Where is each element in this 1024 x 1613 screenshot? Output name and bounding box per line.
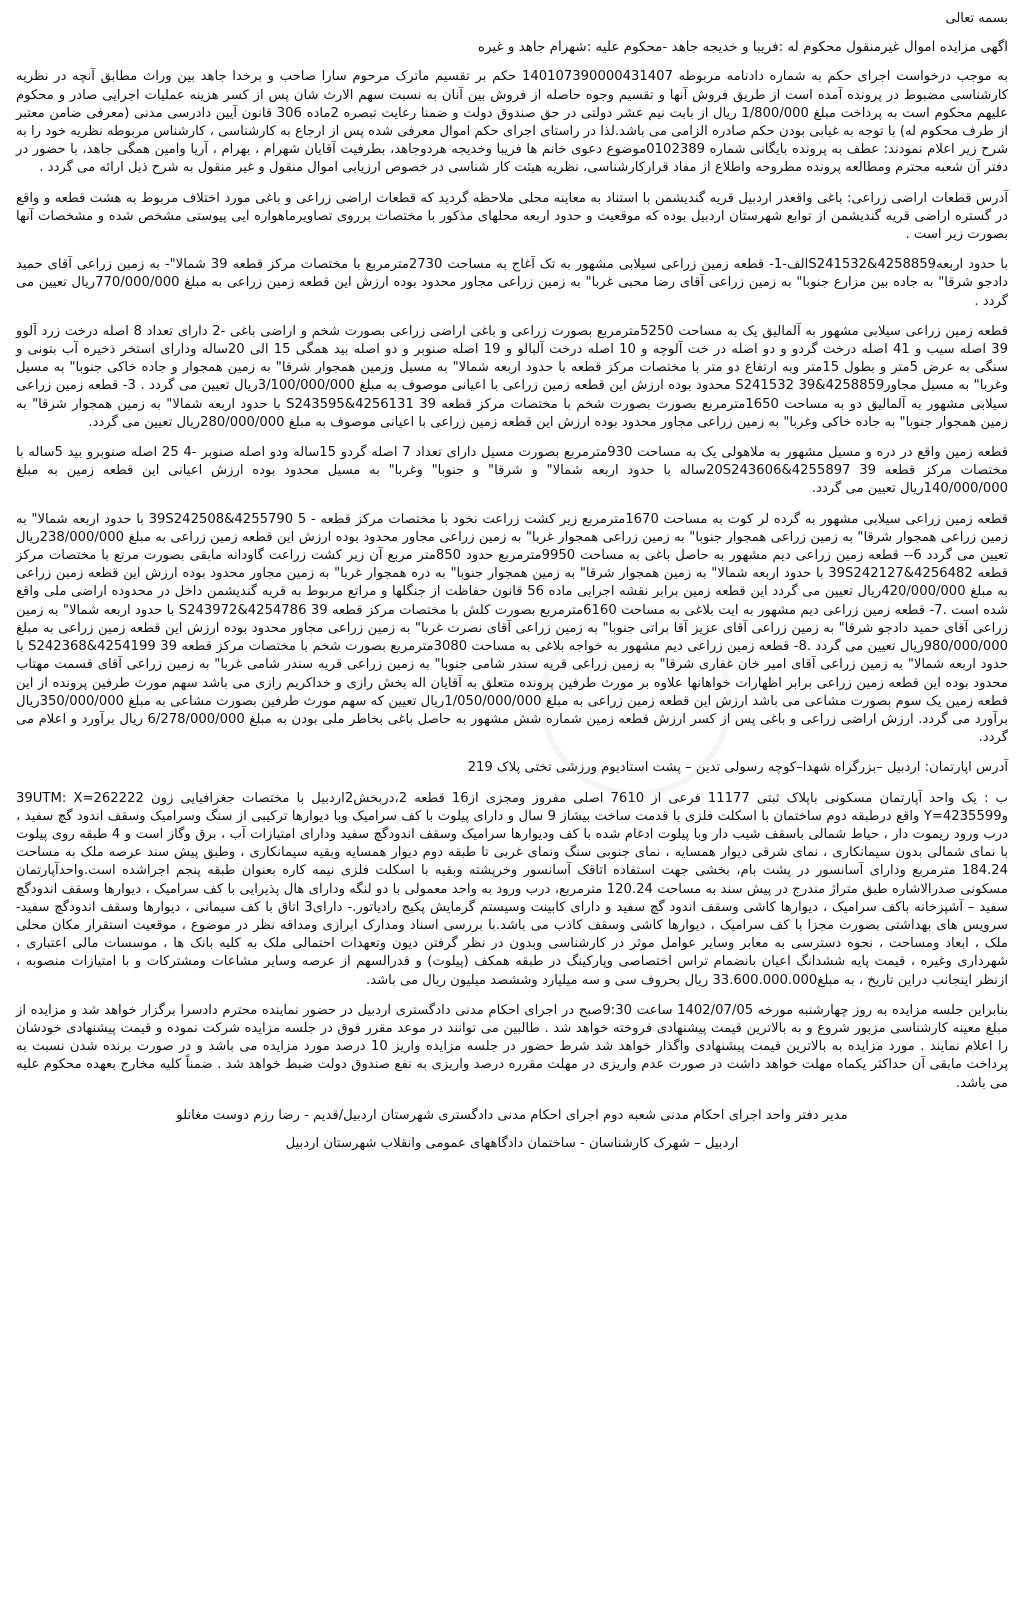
paragraph-parcel-1: با حدود اربعه4258859&S241532الف-1- قطعه زمین زراعی سیلابی مشهور به تک آغاج به مساحت 2730مترمربع با مختصات مرکز قطعه 39 شمالا"- به زمین زراعی آقای حمید دادجو شرقا" به جاده بین مزارع جنوبا" به زمین زراعی آقای رضا محبی غربا" به زمین زراعی مجاور محدود بوده ارزش این قطعه زمین زراعی به مبلغ 770/000/000ریال تعیین می گردد . (16, 257, 1008, 309)
signature-line: مدیر دفتر واحد اجرای احکام مدنی شعبه دوم اجرای احکام مدنی دادگستری شهرستان اردبیل/قدیم - رضا رزم دوست مغانلو (176, 1107, 848, 1123)
paragraph-apartment-details: ب : یک واحد آپارتمان مسکونی باپلاک ثبتی 11177 فرعی از 7610 اصلی مفروز ومجزی از16 قطعه 2،دربخش2اردبیل با مختصات جغرافیایی زون 39UTM: X=262222 وY=4235599 واقع درطبقه دوم ساختمان با اسکلت فلزی با قدمت ساخت بیشاز 9 سال و دارای پیلوت با کف سرامیک وبا دیوارها ترکیبی از سنگ وسرامیک وسقف اندود گچ سفید ، درب ورود ریموت دار ، حیاط شمالی باسقف شیب دار وبا پیلوت ادغام شده با کف ودیوارها سرامیک وسقف اندودگچ سفید ودارای امتیازات آب ، برق وگاز است و 4 طبقه روی پیلوت با نمای شمالی بدون سیمانکاری ، نمای شرقی دیوار همسایه ، نمای جنوبی سنگ ونمای غربی تا طبقه دوم دیوار همسایه وبقیه سیمانکاری ، وطبق پیش سند عرصه ملک به مساحت 184.24 مترمربع ودارای آسانسور در پشت بام، بخشی جهت استفاده اتاقک آسانسور وخرپشته وبقیه با اسکلت فلزی نیمه کاره بعنوان طبقه پنجم اجراشده است.واحدآپارتمان مسکونی صدرالاشاره طبق متراژ مندرج در پیش سند به مساحت 120.24 مترمربع، درب ورود به واحد معمولی با دو لنگه ودارای هال پذیرایی با کف سرامیک ، دیوارها وسقف اندودگچ سفید – آشپزخانه باکف سرامیک ، دیوارها کاشی وسقف اندود گچ سفید و دارای کابینت وسیستم گرمایش پکیج رادیاتور.- دارای3 اتاق با کف سیمانی ، دیوارها وسقف اندودگچ سفید- سرویس های بهداشتی بصورت مجزا با کف سرامیک ، دیوارها کاشی وسقف کاذب می باشد.با بررسی اسناد ومدارک ابرازی ومداقه نظر در موضوع ، موقعیت استقرار مکان محلی ملک ، ابعاد ومساحت ، نحوه دسترسی به معابر وسایر عوامل موثر در کارشناسی وبدون در نظر گرفتن دیون وتعهدات احتمالی ملک به کلیه بانک ها ، موسسات مالی اعتباری ، شهرداری وغیره ، قیمت پایه ششدانگ اعیان بانضمام تراس اختصاصی وپارکینگ در طبقه همکف (پیلوت) و قدرالسهم از عرصه وسایر مشاعات ومشترکات و با امتیازات منصوبه ، ازنظر اینجانب دراین تاریخ ، به مبلغ33.600.000.000 ریال بحروف سی و سه میلیارد وششصد میلیون ریال می باشد. (16, 790, 1008, 988)
notice-title: اگهی مزایده اموال غیرمنقول محکوم له :فریبا و خدیجه جاهد -محکوم علیه :شهرام جاهد و غیره (477, 39, 1008, 56)
office-address: اردبیل – شهرک کارشناسان - ساختمان دادگاههای عمومی وانقلاب شهرستان اردبیل (285, 1135, 739, 1151)
paragraph-parcel-4: قطعه زمین واقع در دره و مسیل مشهور به ملاهولی یک به مساحت 930مترمربع بصورت مسیل دارای تعداد 7 اصله گردو 15ساله ودو اصله صنوبر -4 25 اصله صنوبرو بید 5ساله با مختصات مرکز قطعه 39 4255897&20S243606ساله با حدود اربعه شمالا" و شرقا" و جنوبا" وغربا" به مسیل محدود بوده ارزش اعیانی این قطعه زمین به مبلغ 140/000/000ریال تعیین می گردد. (16, 445, 1009, 497)
paragraph-apartment-address: آدرس اپارتمان: اردبیل –بزرگراه شهدا–کوچه رسولی تدین – پشت استادیوم ورزشی تختی پلاک 219 (467, 760, 1008, 776)
paragraph-parcels-5-8: قطعه زمین زراعی سیلابی مشهور به گرده لر کوت به مساحت 1670مترمربع زیر کشت زراعت نخود با مختصات مرکز قطعه - 5 39S242508&4255790 با حدود اربعه شمالا" به زمین زراعی همجوار شرقا" به زمین زراعی همجوار جنوبا" به زمین زراعی همجوار غربا" به زمین زراعی مجاور محدود بوده ارزش این قطعه زمین زراعی به مبلغ 238/000/000ریال تعیین می گردد 6-- قطعه زمین زراعی دیم مشهور به حاصل باغی به مساحت 9950مترمربع حدود 850متر مربع آن زیر کشت زراعت گاودانه مابقی بصورت مرتع با مختصات مرکز قطعه 39S242127&4256482 با حدود اربعه شمالا" به زمین همجوار شرقا" به زمین همجوار جنوبا" به دره همجوار غربا" به زمین مجاور محدود بوده ارزش این قطعه زمین زراعی به مبلغ 420/000/000ریال تعیین می گردد این قطعه زمین برابر نقشه اجرایی ماده 56 قانون حفاظت از جنگلها و مراتع مربوط به قریه گندیشمن داخل در محدوده اراضی ملی واقع شده است .7- قطعه زمین زراعی دیم مشهور به ایت بلاغی به مساحت 6160مترمربع بصورت کلش با مختصات مرکز قطعه 39 S243972&4254786 با حدود اربعه شمالا" به زمین زراعی آقای حمید دادجو شرقا" به زمین زراعی آقای عزیز آقا براتی جنوبا" به زمین زراعی آقای نصرت غربا" به زمین زراعی مجاور محدود بوده ارزش این قطعه زمین زراعی به مبلغ 980/000/000ریال تعیین می گردد .8- قطعه زمین زراعی دیم مشهور به خواجه بلاغی به مساحت 3080مترمربع بصورت شخم با مختصات مرکز قطعه 39 S242368&4254199 با حدود اربعه شمالا" به زمین زراعی آقای امیر خان غفاری شرقا" به زمین زراعی قریه سندر شامی جنوبا" به زمین زراعی قریه سندر شامی غربا" به زمین زراعی آقای قسمت مهتاب محدود بوده این قطعه زمین زراعی برابر اظهارات خواهانها علاوه بر مورث طرفین پرونده متعلق به آقایان اله بخش رازی و خداکریم رازی می باشد سهم مورث طرفین پرونده از این قطعه زمین یک سوم بصورت مشاعی می باشد ارزش این قطعه زمین زراعی به مبلغ 1/050/000/000ریال تعیین که سهم مورث طرفین بصورت مشاعی به مبلغ 350/000/000ریال برآورد می گردد. ارزش اراضی زراعی و باغی پس از کسر ارزش قطعه زمین شماره شش مشهور به حاصل باغی بخاطر ملی بودن به مبلغ 6/278/000/000 ریال برآورد و اعلام می گردد. (16, 511, 1009, 746)
paragraph-parcels-2-3: قطعه زمین زراعی سیلابی مشهور به آلمالیق یک به مساحت 5250مترمربع بصورت زراعی و باغی اراضی زراعی بصورت شخم و اراضی باغی -2 دارای تعداد 8 اصله درخت زرد آلوو 39 اصله سیب و 41 اصله درخت گردو و دو اصله در خت آلوچه و 10 اصله درخت آلبالو و 19 اصله صنوبر و دو اصله بید همگی 15 الی 20ساله ودارای استخر ذخیره آب بتونی و سنگی به عرض 5متر و بطول 15متر وبه ارتفاع دو متر با مختصات مرکز قطعه با حدود اربعه شمالا" به مسیل وزمین همجوار شرقا" به زمین همجوار و جاده خاکی جنوبا" به مسیل وغربا" به مسیل مجاور4258859&S241532 39 محدود بوده ارزش این قطعه زمین زراعی با اعیانی موصوف به مبلغ 3/100/000/000ریال تعیین می گردد . 3- قطعه زمین زراعی سیلابی مشهور به آلمالیق دو به مساحت 1650مترمربع بصورت بصورت شخم با مختصات مرکز قطعه 39 4256131&S243595 با حدود اربعه شمالا" به زمین همجوار شرقا" به زمین همجوار جنوبا" به جاده خاکی وغربا" به زمین زراعی مجاور محدود بوده ارزش این قطعه زمین زراعی با اعیانی موصوف به مبلغ 280/000/000ریال تعیین می گردد. (16, 323, 1009, 430)
paragraph-auction-terms: بنابراین جلسه مزایده به روز چهارشنبه مورخه 1402/07/05 ساعت 9:30صبح در اجرای احکام مدنی دادگستری اردبیل در حضور نماینده محترم دادسرا برگزار خواهد شد و مزایده از مبلغ معینه کارشناسی مزبور شروع و به بالاترین قیمت پیشنهادی فروخته خواهد شد . طالبین می توانند در موعد مقرر فوق در جلسه مزایده شرکت نموده و قیمت پیشنهادی خودشان را اعلام نمایند . مورد مزایده به بالاترین قیمت پیشنهادی واگذار خواهد شد شرط حضور در جلسه مزایده واریز 10 درصد مورد مزایده می باشد و در صورت برنده شدن نسبت به پرداخت مابقی آن حداکثر یکماه مهلت خواهد داشت در صورت عدم واریزی در مهلت مقرره درصد واریزی به نفع صندوق دولت ضبط خواهد شد . ضمناً کلیه مخارج بعهده محکوم علیه می باشد. (16, 1002, 1008, 1091)
basmala-header: بسمه تعالی (945, 11, 1008, 26)
paragraph-land-address: آدرس قطعات اراضی زراعی: باغی واقعدر اردبیل قریه گندیشمن با استناد به معاینه محلی ملاحظه گردید که قطعات اراضی زراعی و باغی مورد اختلاف مربوط به هشت قطعه و واقع در گستره اراضی قریه گندیشمن از توابع شهرستان اردبیل بوده که موقعیت و حدود اربعه محلهای مذکور با مختصات برروی تصاویرماهواره ایی پیوستی مشخص شده و مشخصات آنها بصورت زیر است . (16, 190, 1008, 243)
paragraph-court-order: به موجب درخواست اجرای حکم به شماره دادنامه مربوطه 140107390000431407 حکم بر تقسیم ماترک مرحوم سارا صاحب و برخدا جاهد بین وراث مطابق آنچه در نظریه کارشناسی مضبوط در پرونده آمده است از طریق فروش آنها و تقسیم وجوه حاصله از فروش بین آنان به نسبت سهم الارث شان پس از کسر هزینه عملیات اجرایی صادر و محکوم علیهم محکوم است به پرداخت مبلغ 1/800/000 ریال از بابت نیم عشر دولتی در حق صندوق دولت و ضمنا رعایت تبصره 2ماده 306 قانون آیین دادرسی مدنی (معرفی ضامن معتبر از طرف محکوم له) با توجه به غیابی بودن حکم صادره الزامی می باشد.لذا در راستای اجرای حکم اموال معرفی شده پس از ارجاع به کارشناسی ، کارشناس مربوطه نظریه خود را به شرح زیر اعلام نمودند: عطف به پرونده بایگانی شماره 0102389موضوع دعوی خانم ها فریبا وخدیجه هردوجاهد، بطرفیت آقایان شهرام ، بهرام ، آریا وامین همگی جاهد، با حضور در دفتر آن شعبه محترم ومطالعه پرونده مطروحه واطلاع از مفاد قرارکارشناسی، نظریه هیئت کار شناسی در خصوص ارزیابی اموال منقول و غیر منقول به شرح ذیل ارائه می گردد . (16, 69, 1008, 176)
